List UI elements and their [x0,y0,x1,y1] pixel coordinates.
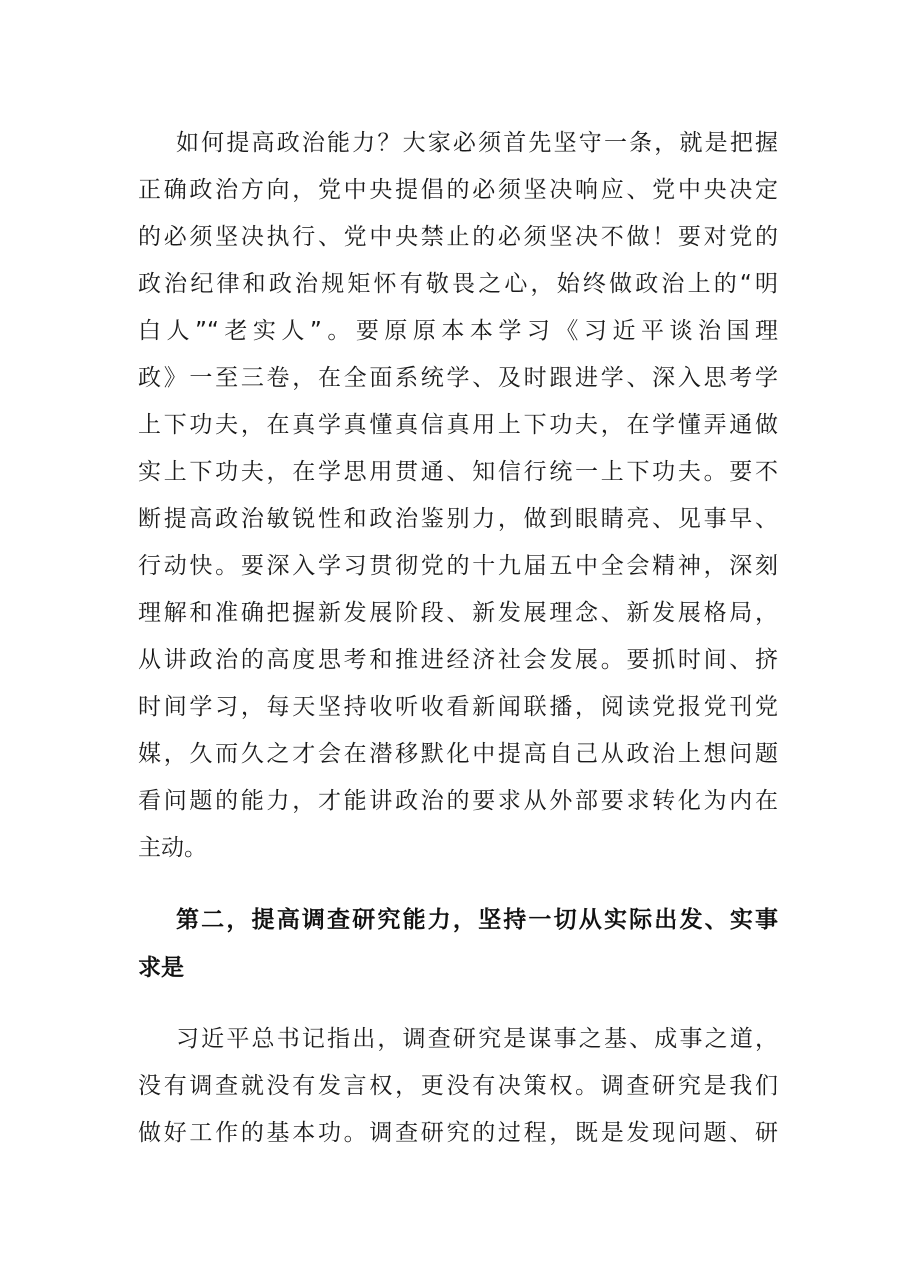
paragraph-line: 政》一至三卷，在全面系统学、及时跟进学、深入思考学 [138,365,778,391]
paragraph-line: 做好工作的基本功。调查研究的过程，既是发现问题、研 [138,1120,778,1146]
paragraph-line: 行动快。要深入学习贯彻党的十九届五中全会精神，深刻 [138,553,778,579]
heading-line: 第二，提高调查研究能力，坚持一切从实际出发、实事 [176,907,778,933]
paragraph-line: 媒，久而久之才会在潜移默化中提高自己从政治上想问题 [138,741,778,767]
paragraph-line: 的必须坚决执行、党中央禁止的必须坚决不做！要对党的 [138,224,778,250]
paragraph-line: 正确政治方向，党中央提倡的必须坚决响应、党中央决定 [138,177,778,203]
paragraph-line: 习近平总书记指出，调查研究是谋事之基、成事之道， [176,1026,778,1052]
paragraph-line: 主动。 [138,835,207,861]
paragraph-line: 实上下功夫，在学思用贯通、知信行统一上下功夫。要不 [138,459,778,485]
paragraph-line: 理解和准确把握新发展阶段、新发展理念、新发展格局， [138,600,778,626]
paragraph-line: 时间学习，每天坚持收听收看新闻联播，阅读党报党刊党 [138,694,778,720]
heading-line: 求是 [138,955,184,981]
paragraph-line: 白人”“老实人”。要原原本本学习《习近平谈治国理 [138,318,778,344]
paragraph-line: 看问题的能力，才能讲政治的要求从外部要求转化为内在 [138,788,778,814]
paragraph-line: 从讲政治的高度思考和推进经济社会发展。要抓时间、挤 [138,647,778,673]
paragraph-line: 没有调查就没有发言权，更没有决策权。调查研究是我们 [138,1073,778,1099]
paragraph-line: 上下功夫，在真学真懂真信真用上下功夫，在学懂弄通做 [138,412,778,438]
paragraph-line: 政治纪律和政治规矩怀有敬畏之心，始终做政治上的“明 [138,271,778,297]
paragraph-line: 如何提高政治能力？大家必须首先坚守一条，就是把握 [176,130,778,156]
paragraph-line: 断提高政治敏锐性和政治鉴别力，做到眼睛亮、见事早、 [138,506,778,532]
